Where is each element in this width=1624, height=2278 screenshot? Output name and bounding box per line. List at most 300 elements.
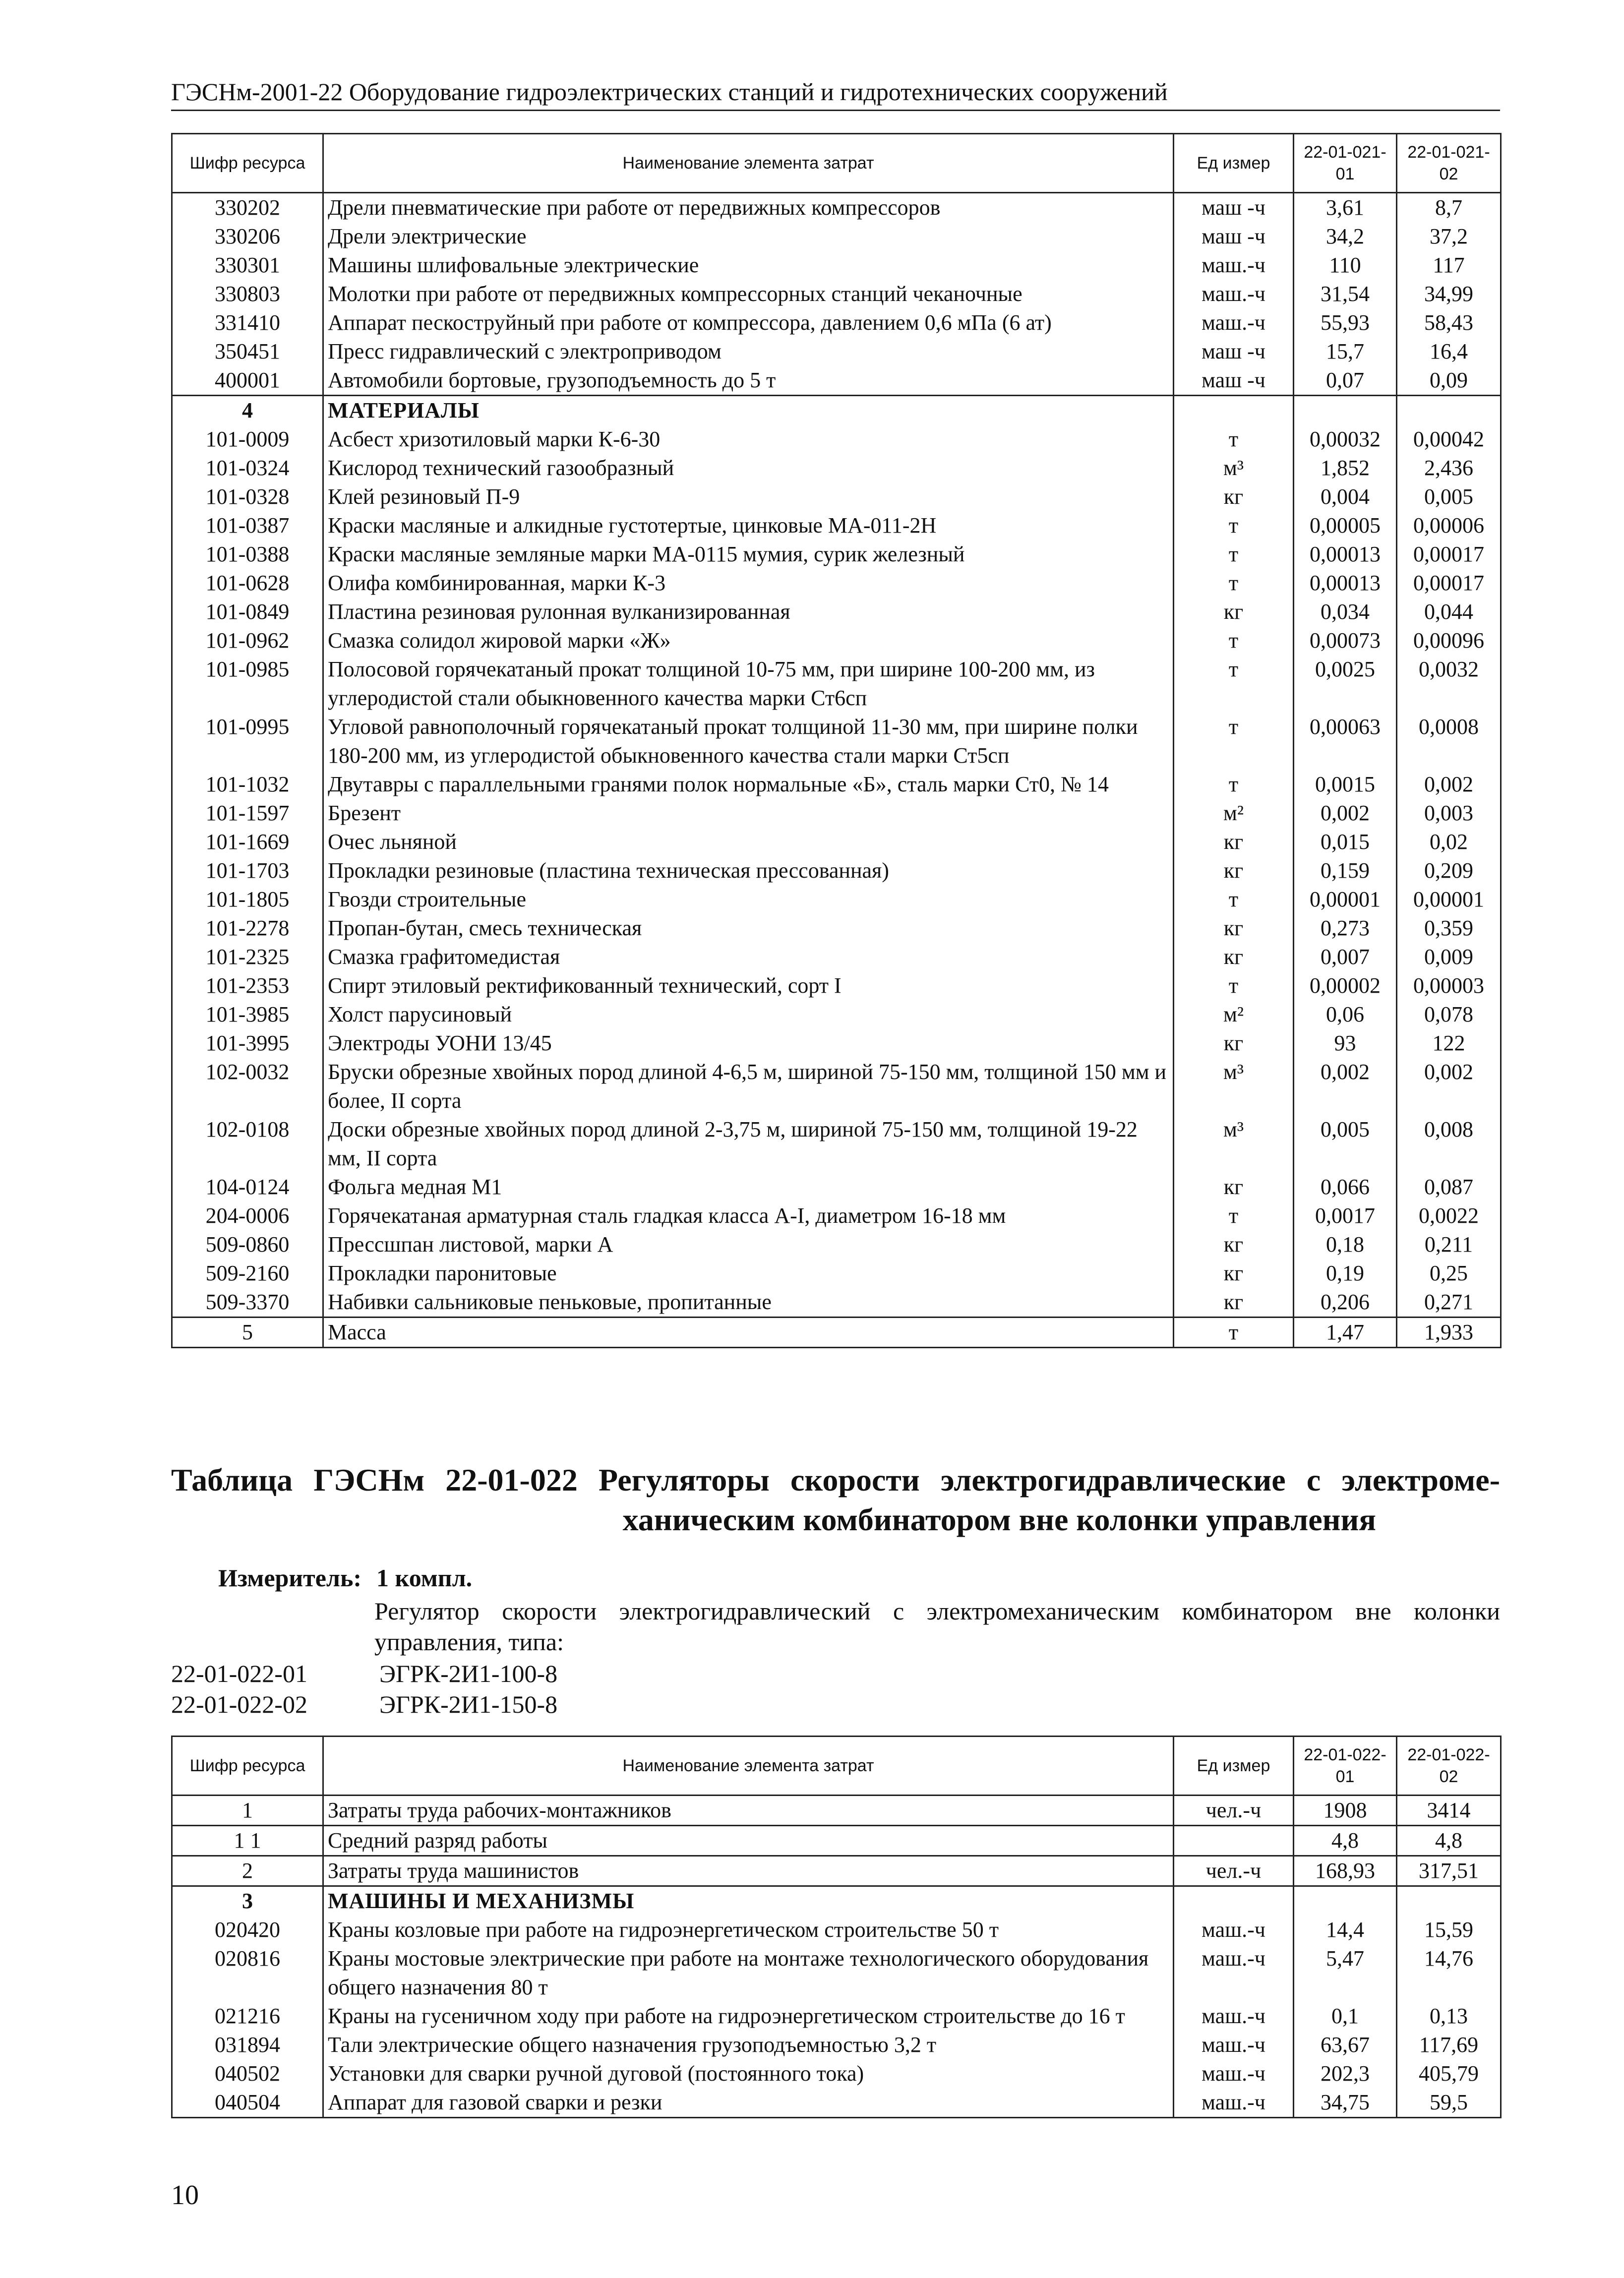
resource-code-cell: 101-0849 bbox=[172, 598, 323, 626]
unit-cell: маш.-ч bbox=[1174, 2088, 1294, 2118]
variant-2-value-cell bbox=[1397, 396, 1501, 425]
header-variant-2: 22-01-021-02 bbox=[1397, 134, 1501, 193]
table-body bbox=[172, 193, 1501, 1348]
table-caption-line-2: ханическим комбинатором вне колонки управления bbox=[622, 1502, 1376, 1537]
table-row bbox=[172, 2002, 1501, 2031]
header-unit: Ед измер bbox=[1174, 1737, 1294, 1796]
variant-row bbox=[171, 1689, 557, 1720]
variant-1-value-cell bbox=[1294, 1886, 1397, 1916]
unit-cell: т bbox=[1174, 540, 1294, 569]
table-row bbox=[172, 1230, 1501, 1259]
resource-code-cell: 104-0124 bbox=[172, 1173, 323, 1201]
resource-name-cell: Молотки при работе от передвижных компрессорных станций чеканочные bbox=[323, 280, 1174, 308]
resource-table-22-01-021 bbox=[171, 133, 1502, 1348]
table-row bbox=[172, 1944, 1501, 2002]
variant-1-value-cell: 0,00013 bbox=[1294, 569, 1397, 598]
variant-1-value-cell: 0,206 bbox=[1294, 1288, 1397, 1318]
resource-code-cell: 101-0009 bbox=[172, 425, 323, 454]
unit-cell: т bbox=[1174, 971, 1294, 1000]
variant-1-value-cell: 0,00001 bbox=[1294, 885, 1397, 914]
resource-name-cell: Очес льняной bbox=[323, 828, 1174, 856]
unit-cell: маш -ч bbox=[1174, 337, 1294, 366]
unit-cell: маш.-ч bbox=[1174, 1944, 1294, 2002]
variant-2-value-cell: 0,078 bbox=[1397, 1000, 1501, 1029]
resource-code-cell: 101-1805 bbox=[172, 885, 323, 914]
unit-cell: кг bbox=[1174, 1259, 1294, 1288]
variant-2-value-cell: 34,99 bbox=[1397, 280, 1501, 308]
variant-2-value-cell: 0,009 bbox=[1397, 943, 1501, 971]
variant-2-value-cell: 37,2 bbox=[1397, 222, 1501, 251]
table-row bbox=[172, 1029, 1501, 1058]
unit-cell: м³ bbox=[1174, 1115, 1294, 1173]
resource-name-cell: Смазка графитомедистая bbox=[323, 943, 1174, 971]
resource-name-cell: Аппарат для газовой сварки и резки bbox=[323, 2088, 1174, 2118]
variant-1-value-cell: 0,015 bbox=[1294, 828, 1397, 856]
variant-2-value-cell: 0,00042 bbox=[1397, 425, 1501, 454]
table-row bbox=[172, 971, 1501, 1000]
variant-2-value-cell: 3414 bbox=[1397, 1796, 1501, 1826]
unit-cell: маш.-ч bbox=[1174, 2002, 1294, 2031]
resource-code-cell: 101-3995 bbox=[172, 1029, 323, 1058]
table-row bbox=[172, 2031, 1501, 2059]
section-row bbox=[172, 396, 1501, 425]
resource-name-cell: Двутавры с параллельными гранями полок нормальные «Б», сталь марки Ст0, № 14 bbox=[323, 770, 1174, 799]
variant-1-value-cell: 0,00002 bbox=[1294, 971, 1397, 1000]
table-row bbox=[172, 1201, 1501, 1230]
resource-name-cell: Прессшпан листовой, марки А bbox=[323, 1230, 1174, 1259]
variant-1-value-cell: 0,066 bbox=[1294, 1173, 1397, 1201]
resource-code-cell: 330206 bbox=[172, 222, 323, 251]
table-row bbox=[172, 1916, 1501, 1944]
variant-1-value-cell: 0,002 bbox=[1294, 799, 1397, 828]
resource-name-cell: Краски масляные и алкидные густотертые, цинковые МА-011-2Н bbox=[323, 511, 1174, 540]
table-row bbox=[172, 914, 1501, 943]
table-row bbox=[172, 1173, 1501, 1201]
resource-name-cell: Краны козловые при работе на гидроэнергетическом строительстве 50 т bbox=[323, 1916, 1174, 1944]
variant-2-value-cell: 59,5 bbox=[1397, 2088, 1501, 2118]
resource-code-cell: 509-2160 bbox=[172, 1259, 323, 1288]
resource-name-cell: Средний разряд работы bbox=[323, 1826, 1174, 1856]
resource-code-cell: 101-1597 bbox=[172, 799, 323, 828]
unit-cell: т bbox=[1174, 770, 1294, 799]
variant-2-value-cell: 0,0008 bbox=[1397, 713, 1501, 770]
unit-cell: м³ bbox=[1174, 1058, 1294, 1115]
resource-code-cell: 331410 bbox=[172, 308, 323, 337]
resource-code-cell: 040502 bbox=[172, 2059, 323, 2088]
unit-cell: кг bbox=[1174, 914, 1294, 943]
variant-1-value-cell: 63,67 bbox=[1294, 2031, 1397, 2059]
unit-cell bbox=[1174, 1886, 1294, 1916]
variant-1-value-cell: 0,0015 bbox=[1294, 770, 1397, 799]
resource-code-cell: 101-1703 bbox=[172, 856, 323, 885]
table-row bbox=[172, 280, 1501, 308]
resource-code-cell: 101-0328 bbox=[172, 482, 323, 511]
variant-2-value-cell: 117,69 bbox=[1397, 2031, 1501, 2059]
table-row bbox=[172, 2088, 1501, 2118]
resource-code-cell: 1 bbox=[172, 1796, 323, 1826]
variant-2-value-cell: 0,25 bbox=[1397, 1259, 1501, 1288]
table-row bbox=[172, 193, 1501, 223]
variant-2-value-cell: 0,002 bbox=[1397, 770, 1501, 799]
unit-cell: кг bbox=[1174, 598, 1294, 626]
resource-name-cell: Аппарат пескоструйный при работе от компрессора, давлением 0,6 мПа (6 ат) bbox=[323, 308, 1174, 337]
table-row bbox=[172, 337, 1501, 366]
unit-cell: м² bbox=[1174, 799, 1294, 828]
variant-2-value-cell: 4,8 bbox=[1397, 1826, 1501, 1856]
resource-code-cell: 101-3985 bbox=[172, 1000, 323, 1029]
unit-cell: т bbox=[1174, 569, 1294, 598]
resource-code-cell: 040504 bbox=[172, 2088, 323, 2118]
resource-code-cell: 400001 bbox=[172, 366, 323, 396]
table-description: Регулятор скорости электрогидравлический с электромеханическим комбинатором вне колонки управления, типа: bbox=[374, 1597, 1500, 1656]
resource-code-cell: 101-0628 bbox=[172, 569, 323, 598]
variant-1-value-cell: 0,159 bbox=[1294, 856, 1397, 885]
header-code: Шифр ресурса bbox=[172, 1737, 323, 1796]
variant-2-value-cell: 0,359 bbox=[1397, 914, 1501, 943]
resource-table-22-01-022 bbox=[171, 1736, 1502, 2118]
table-row bbox=[172, 1796, 1501, 1826]
table-row bbox=[172, 713, 1501, 770]
resource-name-cell: Пресс гидравлический с электроприводом bbox=[323, 337, 1174, 366]
resource-code-cell: 020420 bbox=[172, 1916, 323, 1944]
table-row bbox=[172, 1000, 1501, 1029]
unit-cell: маш.-ч bbox=[1174, 280, 1294, 308]
resource-code-cell: 509-0860 bbox=[172, 1230, 323, 1259]
header-variant-1: 22-01-021-01 bbox=[1294, 134, 1397, 193]
variant-1-value-cell: 0,18 bbox=[1294, 1230, 1397, 1259]
variant-1-value-cell: 0,004 bbox=[1294, 482, 1397, 511]
resource-name-cell: Угловой равнополочный горячекатаный прокат толщиной 11-30 мм, при ширине полки 180-200 мм, из углеродистой обыкновенного качества стали марки Ст5сп bbox=[323, 713, 1174, 770]
variant-2-value-cell: 0,09 bbox=[1397, 366, 1501, 396]
table-row bbox=[172, 308, 1501, 337]
resource-code-cell: 101-0387 bbox=[172, 511, 323, 540]
table-row bbox=[172, 943, 1501, 971]
unit-cell: маш -ч bbox=[1174, 366, 1294, 396]
variant-name: ЭГРК-2И1-100-8 bbox=[379, 1660, 558, 1687]
resource-name-cell: Краски масляные земляные марки МА-0115 мумия, сурик железный bbox=[323, 540, 1174, 569]
header-variant-1: 22-01-022-01 bbox=[1294, 1737, 1397, 1796]
unit-cell: маш.-ч bbox=[1174, 2031, 1294, 2059]
unit-cell: маш -ч bbox=[1174, 193, 1294, 223]
variant-2-value-cell: 2,436 bbox=[1397, 454, 1501, 482]
resource-name-cell: Полосовой горячекатаный прокат толщиной 10-75 мм, при ширине 100-200 мм, из углеродистой стали обыкновенного качества марки Ст6сп bbox=[323, 655, 1174, 713]
variant-1-value-cell: 0,00032 bbox=[1294, 425, 1397, 454]
variant-1-value-cell bbox=[1294, 396, 1397, 425]
variant-2-value-cell: 0,209 bbox=[1397, 856, 1501, 885]
resource-name-cell: Электроды УОНИ 13/45 bbox=[323, 1029, 1174, 1058]
variant-name: ЭГРК-2И1-150-8 bbox=[379, 1690, 558, 1718]
resource-code-cell: 5 bbox=[172, 1318, 323, 1348]
table-caption bbox=[171, 1460, 1500, 1540]
variant-2-value-cell bbox=[1397, 1886, 1501, 1916]
variant-1-value-cell: 34,2 bbox=[1294, 222, 1397, 251]
variant-1-value-cell: 0,19 bbox=[1294, 1259, 1397, 1288]
resource-name-cell: Краны мостовые электрические при работе на монтаже технологического оборудования общего назначения 80 т bbox=[323, 1944, 1174, 2002]
header-code: Шифр ресурса bbox=[172, 134, 323, 193]
resource-name-cell: Фольга медная М1 bbox=[323, 1173, 1174, 1201]
header-variant-2: 22-01-022-02 bbox=[1397, 1737, 1501, 1796]
resource-name-cell: Набивки сальниковые пеньковые, пропитанные bbox=[323, 1288, 1174, 1318]
variant-1-value-cell: 1,47 bbox=[1294, 1318, 1397, 1348]
resource-code-cell: 101-1032 bbox=[172, 770, 323, 799]
variant-1-value-cell: 0,0017 bbox=[1294, 1201, 1397, 1230]
variant-1-value-cell: 0,273 bbox=[1294, 914, 1397, 943]
table-row bbox=[172, 511, 1501, 540]
table-row bbox=[172, 454, 1501, 482]
variant-1-value-cell: 0,1 bbox=[1294, 2002, 1397, 2031]
variant-2-value-cell: 0,005 bbox=[1397, 482, 1501, 511]
resource-code-cell: 101-0995 bbox=[172, 713, 323, 770]
variant-2-value-cell: 0,00096 bbox=[1397, 626, 1501, 655]
resource-code-cell: 101-2325 bbox=[172, 943, 323, 971]
table-row bbox=[172, 1288, 1501, 1318]
resource-code-cell: 204-0006 bbox=[172, 1201, 323, 1230]
unit-cell: т bbox=[1174, 626, 1294, 655]
variant-1-value-cell: 14,4 bbox=[1294, 1916, 1397, 1944]
unit-cell bbox=[1174, 1826, 1294, 1856]
unit-cell: маш -ч bbox=[1174, 222, 1294, 251]
table-row bbox=[172, 828, 1501, 856]
table-row bbox=[172, 1318, 1501, 1348]
variant-2-value-cell: 0,087 bbox=[1397, 1173, 1501, 1201]
unit-cell: кг bbox=[1174, 828, 1294, 856]
resource-name-cell: Тали электрические общего назначения грузоподъемностью 3,2 т bbox=[323, 2031, 1174, 2059]
resource-code-cell: 330202 bbox=[172, 193, 323, 223]
unit-cell: чел.-ч bbox=[1174, 1796, 1294, 1826]
unit-cell: т bbox=[1174, 511, 1294, 540]
table-row bbox=[172, 626, 1501, 655]
unit-cell: т bbox=[1174, 713, 1294, 770]
variant-2-value-cell: 0,044 bbox=[1397, 598, 1501, 626]
variant-1-value-cell: 0,0025 bbox=[1294, 655, 1397, 713]
variant-2-value-cell: 0,0022 bbox=[1397, 1201, 1501, 1230]
variant-1-value-cell: 168,93 bbox=[1294, 1856, 1397, 1886]
variant-code: 22-01-022-01 bbox=[171, 1660, 307, 1687]
table-row bbox=[172, 1826, 1501, 1856]
resource-code-cell: 1 1 bbox=[172, 1826, 323, 1856]
table-header-row bbox=[172, 1737, 1501, 1796]
variant-2-value-cell: 14,76 bbox=[1397, 1944, 1501, 2002]
resource-name-cell: Бруски обрезные хвойных пород длиной 4-6,5 м, шириной 75-150 мм, толщиной 150 мм и более, II сорта bbox=[323, 1058, 1174, 1115]
variant-2-value-cell: 0,002 bbox=[1397, 1058, 1501, 1115]
resource-name-cell: МАШИНЫ И МЕХАНИЗМЫ bbox=[323, 1886, 1174, 1916]
resource-name-cell: МАТЕРИАЛЫ bbox=[323, 396, 1174, 425]
variant-2-value-cell: 0,00001 bbox=[1397, 885, 1501, 914]
resource-code-cell: 101-0985 bbox=[172, 655, 323, 713]
page-header: ГЭСНм-2001-22 Оборудование гидроэлектрических станций и гидротехнических сооружений bbox=[171, 77, 1500, 111]
resource-code-cell: 350451 bbox=[172, 337, 323, 366]
resource-code-cell: 4 bbox=[172, 396, 323, 425]
variant-1-value-cell: 110 bbox=[1294, 251, 1397, 280]
variant-2-value-cell: 0,271 bbox=[1397, 1288, 1501, 1318]
variant-1-value-cell: 31,54 bbox=[1294, 280, 1397, 308]
variant-1-value-cell: 55,93 bbox=[1294, 308, 1397, 337]
unit-cell: маш.-ч bbox=[1174, 308, 1294, 337]
resource-code-cell: 101-1669 bbox=[172, 828, 323, 856]
variant-2-value-cell: 0,02 bbox=[1397, 828, 1501, 856]
resource-name-cell: Гвозди строительные bbox=[323, 885, 1174, 914]
unit-cell: маш.-ч bbox=[1174, 2059, 1294, 2088]
resource-code-cell: 031894 bbox=[172, 2031, 323, 2059]
resource-code-cell: 102-0108 bbox=[172, 1115, 323, 1173]
variant-list bbox=[171, 1658, 557, 1720]
unit-cell: т bbox=[1174, 425, 1294, 454]
variant-row bbox=[171, 1658, 557, 1689]
resource-name-cell: Дрели пневматические при работе от передвижных компрессоров bbox=[323, 193, 1174, 223]
variant-1-value-cell: 1908 bbox=[1294, 1796, 1397, 1826]
unit-cell: т bbox=[1174, 655, 1294, 713]
variant-2-value-cell: 1,933 bbox=[1397, 1318, 1501, 1348]
meter-value: 1 компл. bbox=[376, 1564, 473, 1592]
variant-2-value-cell: 0,003 bbox=[1397, 799, 1501, 828]
resource-name-cell: Дрели электрические bbox=[323, 222, 1174, 251]
table-header-row bbox=[172, 134, 1501, 193]
unit-cell: кг bbox=[1174, 1288, 1294, 1318]
variant-1-value-cell: 0,007 bbox=[1294, 943, 1397, 971]
resource-name-cell: Масса bbox=[323, 1318, 1174, 1348]
variant-2-value-cell: 58,43 bbox=[1397, 308, 1501, 337]
resource-name-cell: Олифа комбинированная, марки К-3 bbox=[323, 569, 1174, 598]
variant-2-value-cell: 405,79 bbox=[1397, 2059, 1501, 2088]
resource-name-cell: Затраты труда машинистов bbox=[323, 1856, 1174, 1886]
resource-code-cell: 2 bbox=[172, 1856, 323, 1886]
resource-name-cell: Клей резиновый П-9 bbox=[323, 482, 1174, 511]
variant-1-value-cell: 0,005 bbox=[1294, 1115, 1397, 1173]
table-row bbox=[172, 2059, 1501, 2088]
resource-name-cell: Брезент bbox=[323, 799, 1174, 828]
table-row bbox=[172, 598, 1501, 626]
unit-cell: маш.-ч bbox=[1174, 1916, 1294, 1944]
resource-name-cell: Машины шлифовальные электрические bbox=[323, 251, 1174, 280]
table-row bbox=[172, 655, 1501, 713]
unit-cell: кг bbox=[1174, 482, 1294, 511]
unit-cell: чел.-ч bbox=[1174, 1856, 1294, 1886]
resource-name-cell: Горячекатаная арматурная сталь гладкая класса А-I, диаметром 16-18 мм bbox=[323, 1201, 1174, 1230]
resource-name-cell: Асбест хризотиловый марки К-6-30 bbox=[323, 425, 1174, 454]
table-row bbox=[172, 366, 1501, 396]
variant-2-value-cell: 0,0032 bbox=[1397, 655, 1501, 713]
resource-name-cell: Прокладки резиновые (пластина техническая прессованная) bbox=[323, 856, 1174, 885]
resource-code-cell: 3 bbox=[172, 1886, 323, 1916]
resource-code-cell: 101-2353 bbox=[172, 971, 323, 1000]
unit-cell: м² bbox=[1174, 1000, 1294, 1029]
table-caption-line-1: Таблица ГЭСНм 22-01-022 Регуляторы скорости электрогидравлические с электроме- bbox=[171, 1462, 1500, 1498]
variant-2-value-cell: 8,7 bbox=[1397, 193, 1501, 223]
variant-1-value-cell: 34,75 bbox=[1294, 2088, 1397, 2118]
table-row bbox=[172, 222, 1501, 251]
meter-label: Измеритель: bbox=[218, 1564, 362, 1592]
unit-cell: кг bbox=[1174, 1230, 1294, 1259]
unit-cell: кг bbox=[1174, 856, 1294, 885]
resource-code-cell: 330803 bbox=[172, 280, 323, 308]
unit-cell: м³ bbox=[1174, 454, 1294, 482]
variant-1-value-cell: 15,7 bbox=[1294, 337, 1397, 366]
resource-name-cell: Прокладки паронитовые bbox=[323, 1259, 1174, 1288]
table-row bbox=[172, 1259, 1501, 1288]
resource-code-cell: 509-3370 bbox=[172, 1288, 323, 1318]
resource-code-cell: 330301 bbox=[172, 251, 323, 280]
unit-cell: кг bbox=[1174, 1029, 1294, 1058]
variant-1-value-cell: 0,00063 bbox=[1294, 713, 1397, 770]
unit-cell: т bbox=[1174, 885, 1294, 914]
table-row bbox=[172, 482, 1501, 511]
variant-1-value-cell: 0,07 bbox=[1294, 366, 1397, 396]
table-row bbox=[172, 569, 1501, 598]
variant-2-value-cell: 117 bbox=[1397, 251, 1501, 280]
unit-cell: маш.-ч bbox=[1174, 251, 1294, 280]
table-row bbox=[172, 1115, 1501, 1173]
resource-code-cell: 102-0032 bbox=[172, 1058, 323, 1115]
variant-1-value-cell: 3,61 bbox=[1294, 193, 1397, 223]
table-row bbox=[172, 856, 1501, 885]
unit-cell: т bbox=[1174, 1201, 1294, 1230]
resource-code-cell: 101-0388 bbox=[172, 540, 323, 569]
unit-cell: т bbox=[1174, 1318, 1294, 1348]
resource-code-cell: 101-2278 bbox=[172, 914, 323, 943]
variant-2-value-cell: 15,59 bbox=[1397, 1916, 1501, 1944]
unit-cell bbox=[1174, 396, 1294, 425]
variant-2-value-cell: 0,00006 bbox=[1397, 511, 1501, 540]
resource-code-cell: 101-0962 bbox=[172, 626, 323, 655]
variant-2-value-cell: 16,4 bbox=[1397, 337, 1501, 366]
resource-code-cell: 021216 bbox=[172, 2002, 323, 2031]
variant-2-value-cell: 0,13 bbox=[1397, 2002, 1501, 2031]
resource-name-cell: Спирт этиловый ректификованный технический, сорт I bbox=[323, 971, 1174, 1000]
variant-2-value-cell: 0,00003 bbox=[1397, 971, 1501, 1000]
resource-name-cell: Пластина резиновая рулонная вулканизированная bbox=[323, 598, 1174, 626]
resource-code-cell: 020816 bbox=[172, 1944, 323, 2002]
resource-name-cell: Холст парусиновый bbox=[323, 1000, 1174, 1029]
variant-2-value-cell: 122 bbox=[1397, 1029, 1501, 1058]
meter bbox=[218, 1563, 472, 1593]
variant-2-value-cell: 0,008 bbox=[1397, 1115, 1501, 1173]
resource-name-cell: Пропан-бутан, смесь техническая bbox=[323, 914, 1174, 943]
resource-name-cell: Краны на гусеничном ходу при работе на гидроэнергетическом строительстве до 16 т bbox=[323, 2002, 1174, 2031]
variant-1-value-cell: 0,00005 bbox=[1294, 511, 1397, 540]
resource-code-cell: 101-0324 bbox=[172, 454, 323, 482]
variant-1-value-cell: 202,3 bbox=[1294, 2059, 1397, 2088]
table-row bbox=[172, 1856, 1501, 1886]
unit-cell: кг bbox=[1174, 943, 1294, 971]
table-row bbox=[172, 885, 1501, 914]
header-unit: Ед измер bbox=[1174, 134, 1294, 193]
variant-1-value-cell: 4,8 bbox=[1294, 1826, 1397, 1856]
variant-2-value-cell: 0,00017 bbox=[1397, 540, 1501, 569]
resource-name-cell: Установки для сварки ручной дуговой (постоянного тока) bbox=[323, 2059, 1174, 2088]
section-row bbox=[172, 1886, 1501, 1916]
table-row bbox=[172, 425, 1501, 454]
resource-name-cell: Автомобили бортовые, грузоподъемность до 5 т bbox=[323, 366, 1174, 396]
variant-1-value-cell: 5,47 bbox=[1294, 1944, 1397, 2002]
table-row bbox=[172, 251, 1501, 280]
variant-2-value-cell: 0,211 bbox=[1397, 1230, 1501, 1259]
variant-code: 22-01-022-02 bbox=[171, 1690, 307, 1718]
variant-2-value-cell: 0,00017 bbox=[1397, 569, 1501, 598]
variant-1-value-cell: 0,00013 bbox=[1294, 540, 1397, 569]
variant-1-value-cell: 1,852 bbox=[1294, 454, 1397, 482]
variant-1-value-cell: 0,002 bbox=[1294, 1058, 1397, 1115]
header-name: Наименование элемента затрат bbox=[323, 134, 1174, 193]
header-name: Наименование элемента затрат bbox=[323, 1737, 1174, 1796]
table-body bbox=[172, 1796, 1501, 2118]
resource-name-cell: Доски обрезные хвойных пород длиной 2-3,75 м, шириной 75-150 мм, толщиной 19-22 мм, II сорта bbox=[323, 1115, 1174, 1173]
resource-name-cell: Смазка солидол жировой марки «Ж» bbox=[323, 626, 1174, 655]
table-row bbox=[172, 770, 1501, 799]
variant-1-value-cell: 93 bbox=[1294, 1029, 1397, 1058]
variant-2-value-cell: 317,51 bbox=[1397, 1856, 1501, 1886]
table-row bbox=[172, 540, 1501, 569]
variant-1-value-cell: 0,06 bbox=[1294, 1000, 1397, 1029]
